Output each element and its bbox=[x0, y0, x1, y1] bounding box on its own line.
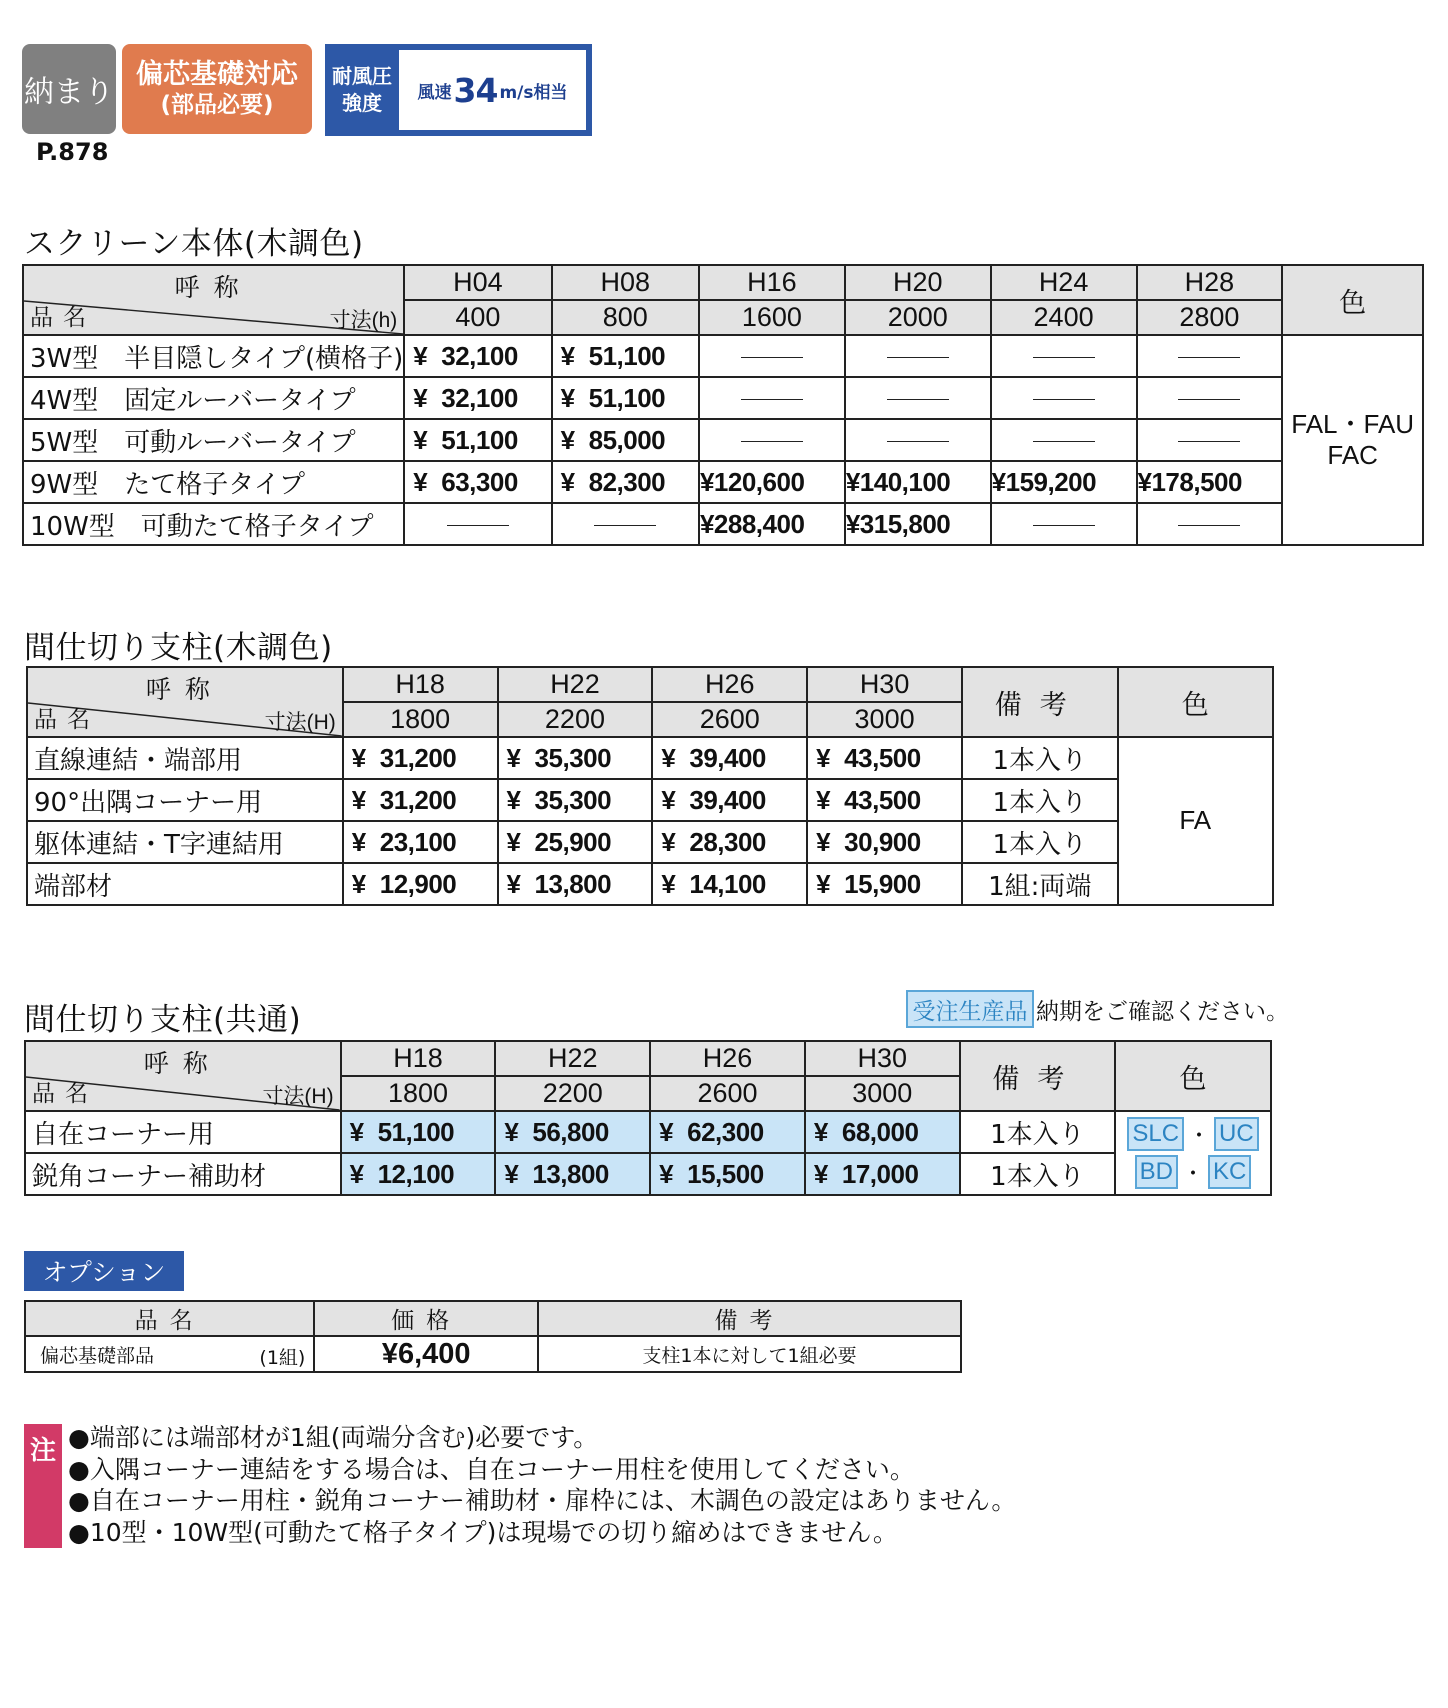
price-cell: ¥ 12,100 bbox=[341, 1153, 496, 1195]
price-cell: ¥ 15,900 bbox=[807, 863, 962, 905]
note-item: ●自在コーナー用柱・鋭角コーナー補助材・扉枠には、木調色の設定はありません。 bbox=[68, 1486, 1017, 1515]
note-header: 備考 bbox=[962, 667, 1118, 737]
dim-header: 3000 bbox=[807, 702, 962, 737]
note-cell: 1本入り bbox=[962, 779, 1118, 821]
product-name: 自在コーナー用 bbox=[25, 1111, 341, 1153]
price-cell: ¥ 12,900 bbox=[343, 863, 498, 905]
no-price-dash bbox=[991, 377, 1137, 419]
note-cell: 1本入り bbox=[962, 737, 1118, 779]
color-tag: KC bbox=[1208, 1155, 1251, 1189]
table-row bbox=[23, 377, 1423, 419]
product-name: 10W型 可動たて格子タイプ bbox=[23, 503, 404, 545]
option-header-note: 備考 bbox=[538, 1301, 961, 1336]
dim-header: 3000 bbox=[805, 1076, 960, 1111]
no-price-dash bbox=[1137, 377, 1283, 419]
color-cell: FAL・FAU FAC bbox=[1282, 335, 1423, 545]
price-cell: ¥ 51,100 bbox=[552, 377, 699, 419]
product-name: 4W型 固定ルーバータイプ bbox=[23, 377, 404, 419]
price-cell: ¥ 23,100 bbox=[343, 821, 498, 863]
corner-right-label: 寸法(h) bbox=[329, 309, 398, 332]
table-row bbox=[27, 821, 1273, 863]
price-cell: ¥ 25,900 bbox=[498, 821, 653, 863]
size-header: H30 bbox=[807, 667, 962, 702]
option-header-price: 価格 bbox=[314, 1301, 538, 1336]
price-cell: ¥315,800 bbox=[845, 503, 991, 545]
notes-tag-label: 注 bbox=[30, 1436, 57, 1466]
wind-label-line2: 強度 bbox=[342, 91, 382, 115]
post-common-corner-header bbox=[25, 1041, 341, 1111]
dim-header: 2000 bbox=[845, 300, 991, 335]
price-cell: ¥140,100 bbox=[845, 461, 991, 503]
option-table bbox=[24, 1300, 962, 1373]
color-cell: FA bbox=[1118, 737, 1274, 905]
price-cell: ¥ 85,000 bbox=[552, 419, 699, 461]
post-wood-price-table bbox=[26, 666, 1274, 906]
offset-foundation-badge bbox=[122, 44, 312, 134]
option-note: 支柱1本に対して1組必要 bbox=[538, 1336, 961, 1372]
no-price-dash bbox=[845, 335, 991, 377]
table-row bbox=[27, 863, 1273, 905]
wind-suffix: m/s相当 bbox=[499, 82, 568, 103]
option-label: オプション bbox=[24, 1251, 184, 1291]
no-price-dash bbox=[991, 503, 1137, 545]
wind-resistance-badge bbox=[325, 44, 592, 136]
size-header: H22 bbox=[495, 1041, 650, 1076]
no-price-dash bbox=[552, 503, 699, 545]
table-row bbox=[27, 737, 1273, 779]
option-qty: (1組) bbox=[259, 1347, 306, 1369]
screen-section-title: スクリーン本体(木調色) bbox=[24, 226, 364, 262]
offset-badge-line1: 偏芯基礎対応 bbox=[136, 58, 298, 90]
wind-badge-value bbox=[399, 50, 586, 130]
price-cell: ¥ 35,300 bbox=[498, 737, 653, 779]
wind-badge-label bbox=[325, 44, 399, 136]
dim-header: 1600 bbox=[699, 300, 845, 335]
option-price: ¥6,400 bbox=[314, 1336, 538, 1372]
size-header: H20 bbox=[845, 265, 991, 300]
price-cell: ¥ 63,300 bbox=[404, 461, 551, 503]
corner-top-label: 呼称 bbox=[145, 676, 224, 704]
dim-header: 2600 bbox=[650, 1076, 805, 1111]
no-price-dash bbox=[1137, 419, 1283, 461]
dim-header: 2200 bbox=[498, 702, 653, 737]
size-header: H18 bbox=[341, 1041, 496, 1076]
price-cell: ¥ 39,400 bbox=[652, 737, 807, 779]
fit-badge-label: 納まり bbox=[24, 75, 114, 110]
corner-left-label: 品名 bbox=[34, 706, 100, 732]
table-row bbox=[27, 779, 1273, 821]
fit-badge bbox=[22, 44, 116, 134]
screen-price-table bbox=[22, 264, 1424, 546]
corner-left-label: 品名 bbox=[32, 1080, 98, 1106]
price-cell: ¥ 28,300 bbox=[652, 821, 807, 863]
notes-tag bbox=[24, 1424, 62, 1548]
product-name: 鋭角コーナー補助材 bbox=[25, 1153, 341, 1195]
price-cell: ¥ 51,100 bbox=[341, 1111, 496, 1153]
note-item: ●入隅コーナー連結をする場合は、自在コーナー用柱を使用してください。 bbox=[68, 1454, 915, 1484]
made-to-order-tag: 受注生産品 bbox=[906, 990, 1034, 1028]
size-header: H18 bbox=[343, 667, 498, 702]
dim-header: 2200 bbox=[495, 1076, 650, 1111]
no-price-dash bbox=[404, 503, 551, 545]
post-wood-section-title: 間仕切り支柱(木調色) bbox=[24, 630, 333, 666]
product-name: 5W型 可動ルーバータイプ bbox=[23, 419, 404, 461]
corner-right-label: 寸法(H) bbox=[262, 1085, 334, 1108]
price-cell: ¥ 43,500 bbox=[807, 779, 962, 821]
table-row bbox=[23, 419, 1423, 461]
price-cell: ¥288,400 bbox=[699, 503, 845, 545]
price-cell: ¥ 13,800 bbox=[498, 863, 653, 905]
corner-top-label: 呼称 bbox=[174, 274, 253, 302]
post-common-section-title: 間仕切り支柱(共通) bbox=[24, 1002, 302, 1038]
price-cell: ¥ 62,300 bbox=[650, 1111, 805, 1153]
size-header: H22 bbox=[498, 667, 653, 702]
price-cell: ¥ 56,800 bbox=[495, 1111, 650, 1153]
product-name: 躯体連結・T字連結用 bbox=[27, 821, 343, 863]
price-cell: ¥120,600 bbox=[699, 461, 845, 503]
price-cell: ¥ 82,300 bbox=[552, 461, 699, 503]
size-header: H28 bbox=[1137, 265, 1283, 300]
price-cell: ¥ 15,500 bbox=[650, 1153, 805, 1195]
corner-left-label: 品名 bbox=[30, 304, 96, 330]
product-name: 直線連結・端部用 bbox=[27, 737, 343, 779]
color-tag: SLC bbox=[1127, 1117, 1184, 1151]
color-tag: BD bbox=[1135, 1155, 1178, 1189]
size-header: H26 bbox=[650, 1041, 805, 1076]
wind-prefix: 風速 bbox=[417, 82, 452, 103]
option-header-name: 品名 bbox=[25, 1301, 314, 1336]
size-header: H26 bbox=[652, 667, 807, 702]
price-cell: ¥ 32,100 bbox=[404, 335, 551, 377]
note-header: 備考 bbox=[960, 1041, 1115, 1111]
color-cell bbox=[1115, 1111, 1271, 1195]
table-row bbox=[25, 1153, 1271, 1195]
dim-header: 800 bbox=[552, 300, 699, 335]
price-cell: ¥ 14,100 bbox=[652, 863, 807, 905]
fit-page-ref: P.878 bbox=[36, 138, 109, 166]
note-item: ●10型・10W型(可動たて格子タイプ)は現場での切り縮めはできません。 bbox=[68, 1517, 898, 1547]
screen-corner-header bbox=[23, 265, 404, 335]
dim-header: 2400 bbox=[991, 300, 1137, 335]
price-cell: ¥ 51,100 bbox=[404, 419, 551, 461]
no-price-dash bbox=[699, 377, 845, 419]
color-separator: ・ bbox=[1182, 1160, 1205, 1186]
price-cell: ¥ 39,400 bbox=[652, 779, 807, 821]
made-to-order-text: 納期をご確認ください。 bbox=[1036, 999, 1289, 1025]
dim-header: 1800 bbox=[343, 702, 498, 737]
price-cell: ¥ 17,000 bbox=[805, 1153, 960, 1195]
size-header: H08 bbox=[552, 265, 699, 300]
no-price-dash bbox=[1137, 503, 1283, 545]
corner-right-label: 寸法(H) bbox=[264, 711, 336, 734]
price-cell: ¥ 43,500 bbox=[807, 737, 962, 779]
size-header: H30 bbox=[805, 1041, 960, 1076]
price-cell: ¥ 35,300 bbox=[498, 779, 653, 821]
note-cell: 1本入り bbox=[960, 1111, 1115, 1153]
note-cell: 1本入り bbox=[960, 1153, 1115, 1195]
no-price-dash bbox=[699, 419, 845, 461]
price-cell: ¥178,500 bbox=[1137, 461, 1283, 503]
notes-list bbox=[68, 1422, 1016, 1548]
size-header: H16 bbox=[699, 265, 845, 300]
no-price-dash bbox=[699, 335, 845, 377]
price-cell: ¥ 32,100 bbox=[404, 377, 551, 419]
table-row bbox=[23, 461, 1423, 503]
wind-label-line1: 耐風圧 bbox=[332, 64, 392, 88]
color-header: 色 bbox=[1115, 1041, 1271, 1111]
offset-badge-line2: (部品必要) bbox=[160, 92, 274, 119]
no-price-dash bbox=[991, 419, 1137, 461]
size-header: H04 bbox=[404, 265, 551, 300]
price-cell: ¥159,200 bbox=[991, 461, 1137, 503]
dim-header: 2600 bbox=[652, 702, 807, 737]
price-cell: ¥ 68,000 bbox=[805, 1111, 960, 1153]
price-cell: ¥ 31,200 bbox=[343, 779, 498, 821]
no-price-dash bbox=[845, 377, 991, 419]
table-row bbox=[23, 335, 1423, 377]
price-cell: ¥ 51,100 bbox=[552, 335, 699, 377]
product-name: 3W型 半目隠しタイプ(横格子) bbox=[23, 335, 404, 377]
color-header: 色 bbox=[1118, 667, 1274, 737]
note-cell: 1組:両端 bbox=[962, 863, 1118, 905]
no-price-dash bbox=[1137, 335, 1283, 377]
color-separator: ・ bbox=[1188, 1122, 1211, 1148]
dim-header: 2800 bbox=[1137, 300, 1283, 335]
table-row bbox=[25, 1111, 1271, 1153]
corner-top-label: 呼称 bbox=[143, 1050, 222, 1078]
no-price-dash bbox=[991, 335, 1137, 377]
post-wood-corner-header bbox=[27, 667, 343, 737]
color-tag: UC bbox=[1214, 1117, 1259, 1151]
post-common-price-table bbox=[24, 1040, 1272, 1196]
size-header: H24 bbox=[991, 265, 1137, 300]
dim-header: 400 bbox=[404, 300, 551, 335]
product-name: 9W型 たて格子タイプ bbox=[23, 461, 404, 503]
product-name: 端部材 bbox=[27, 863, 343, 905]
option-item-name bbox=[25, 1336, 314, 1372]
dim-header: 1800 bbox=[341, 1076, 496, 1111]
price-cell: ¥ 13,800 bbox=[495, 1153, 650, 1195]
color-header: 色 bbox=[1282, 265, 1423, 335]
note-cell: 1本入り bbox=[962, 821, 1118, 863]
table-row bbox=[23, 503, 1423, 545]
product-name: 90°出隅コーナー用 bbox=[27, 779, 343, 821]
price-cell: ¥ 30,900 bbox=[807, 821, 962, 863]
wind-value: 34 bbox=[453, 70, 498, 110]
option-name-text: 偏芯基礎部品 bbox=[40, 1344, 155, 1367]
no-price-dash bbox=[845, 419, 991, 461]
note-item: ●端部には端部材が1組(両端分含む)必要です。 bbox=[68, 1423, 599, 1452]
price-cell: ¥ 31,200 bbox=[343, 737, 498, 779]
